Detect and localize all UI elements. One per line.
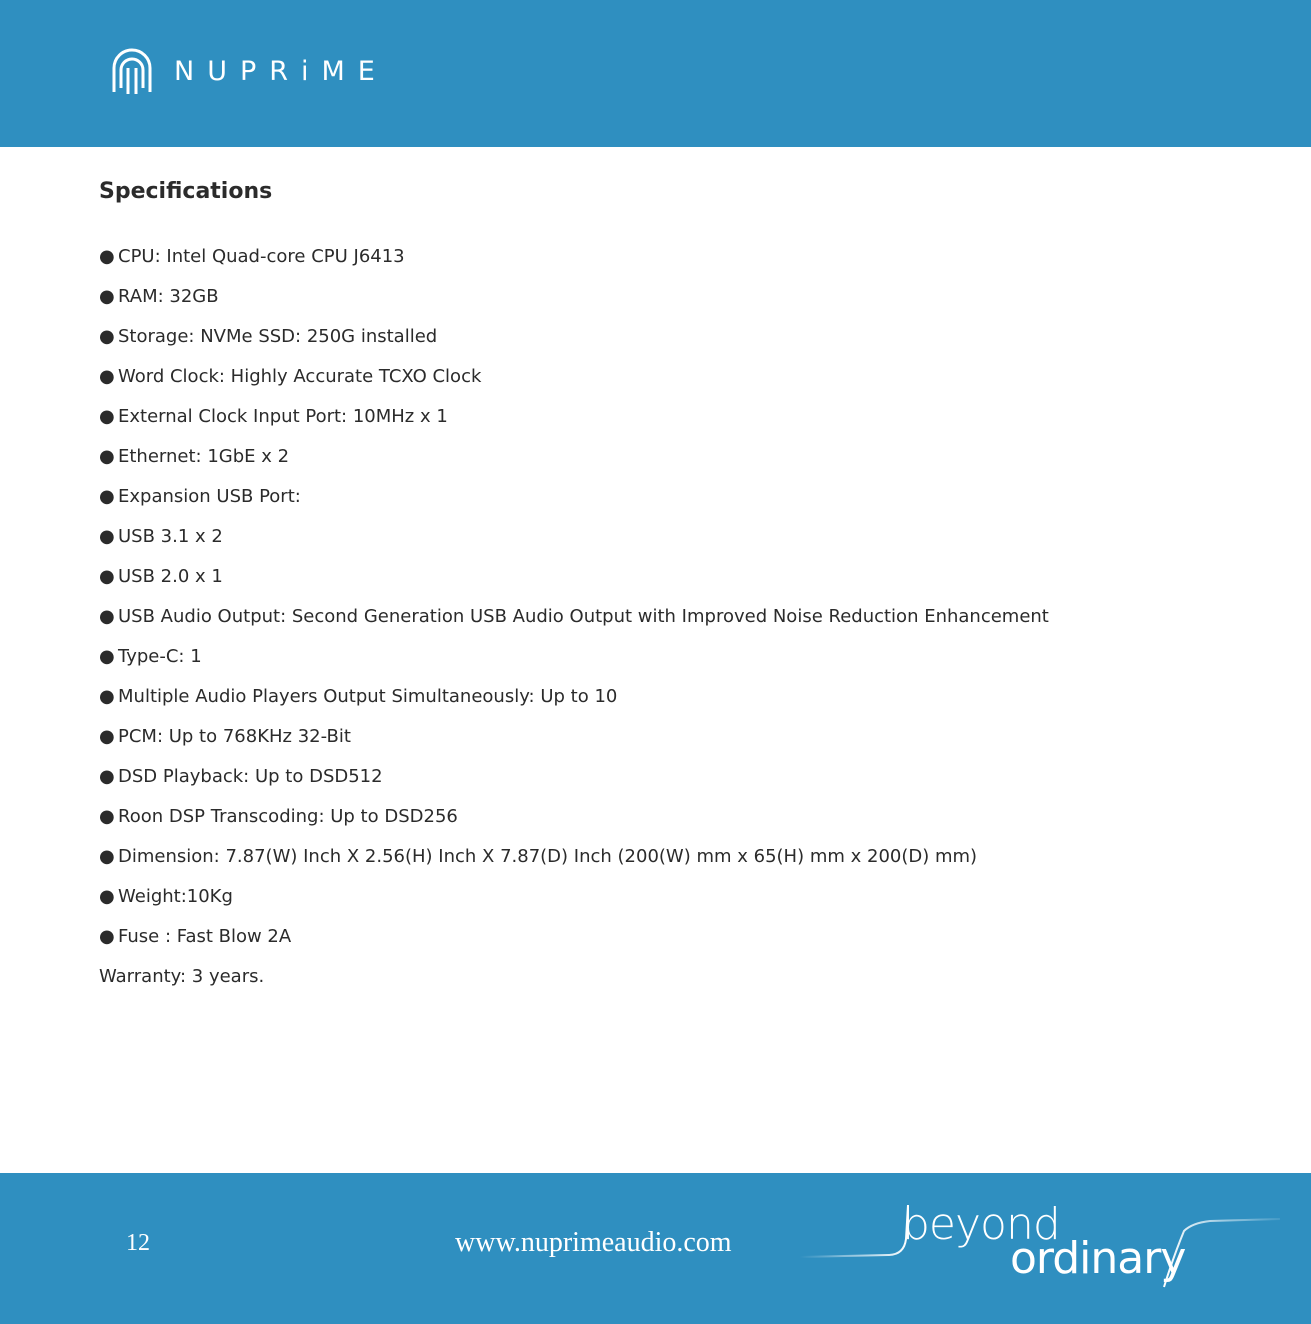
bullet-icon: ● [99, 246, 115, 267]
spec-item [99, 877, 1279, 917]
spec-text: Multiple Audio Players Output Simultaneously: Up to 10 [118, 686, 618, 707]
spec-text: CPU: Intel Quad-core CPU J6413 [118, 246, 405, 267]
brand-name: NUPRiME [174, 56, 388, 87]
bullet-icon: ● [99, 766, 115, 787]
spec-text: USB Audio Output: Second Generation USB Audio Output with Improved Noise Reduction Enhancement [118, 606, 1049, 627]
spec-text: Roon DSP Transcoding: Up to DSD256 [118, 806, 458, 827]
spec-item [99, 597, 1279, 637]
spec-text: Weight:10Kg [118, 886, 233, 907]
spec-item [99, 757, 1279, 797]
tagline-logo [800, 1195, 1280, 1295]
spec-text: Type-C: 1 [118, 646, 202, 667]
spec-item [99, 477, 1279, 517]
bullet-icon: ● [99, 806, 115, 827]
bullet-icon: ● [99, 726, 115, 747]
spec-text: Word Clock: Highly Accurate TCXO Clock [118, 366, 482, 387]
footer-band [0, 1173, 1311, 1324]
specifications-section [99, 172, 1279, 997]
tagline-word-beyond: beyond [902, 1199, 1060, 1250]
spec-item [99, 277, 1279, 317]
spec-text: PCM: Up to 768KHz 32-Bit [118, 726, 351, 747]
bullet-icon: ● [99, 646, 115, 667]
brand [110, 48, 388, 96]
spec-text: Expansion USB Port: [118, 486, 301, 507]
nuprime-arch-icon [110, 48, 154, 96]
warranty-text: Warranty: 3 years. [99, 966, 265, 987]
bullet-icon: ● [99, 846, 115, 867]
spec-item [99, 637, 1279, 677]
spec-text: RAM: 32GB [118, 286, 219, 307]
bullet-icon: ● [99, 366, 115, 387]
page-title: Specifications [99, 179, 273, 204]
spec-text: Storage: NVMe SSD: 250G installed [118, 326, 438, 347]
bullet-icon: ● [99, 566, 115, 587]
spec-text: USB 3.1 x 2 [118, 526, 223, 547]
spec-item [99, 317, 1279, 357]
header-band [0, 0, 1311, 147]
tagline-word-ordinary: ordinary [1010, 1233, 1186, 1284]
spec-text: Dimension: 7.87(W) Inch X 2.56(H) Inch X 7.87(D) Inch (200(W) mm x 65(H) mm x 200(D) mm) [118, 846, 978, 867]
spec-item [99, 437, 1279, 477]
website-url: www.nuprimeaudio.com [455, 1227, 732, 1258]
bullet-icon: ● [99, 606, 115, 627]
spec-item [99, 837, 1279, 877]
spec-text: Fuse : Fast Blow 2A [118, 926, 292, 947]
bullet-icon: ● [99, 526, 115, 547]
spec-item [99, 517, 1279, 557]
spec-item [99, 677, 1279, 717]
bullet-icon: ● [99, 286, 115, 307]
spec-item [99, 717, 1279, 757]
spec-item [99, 917, 1279, 957]
bullet-icon: ● [99, 926, 115, 947]
spec-item [99, 357, 1279, 397]
bullet-icon: ● [99, 486, 115, 507]
spec-text: DSD Playback: Up to DSD512 [118, 766, 383, 787]
bullet-icon: ● [99, 446, 115, 467]
spec-item [99, 557, 1279, 597]
bullet-icon: ● [99, 326, 115, 347]
spec-text: Ethernet: 1GbE x 2 [118, 446, 290, 467]
bullet-icon: ● [99, 686, 115, 707]
spec-list [99, 237, 1279, 957]
spec-item [99, 397, 1279, 437]
bullet-icon: ● [99, 886, 115, 907]
page-number: 12 [126, 1230, 150, 1256]
spec-text: USB 2.0 x 1 [118, 566, 223, 587]
spec-item [99, 237, 1279, 277]
spec-item [99, 797, 1279, 837]
spec-text: External Clock Input Port: 10MHz x 1 [118, 406, 448, 427]
bullet-icon: ● [99, 406, 115, 427]
